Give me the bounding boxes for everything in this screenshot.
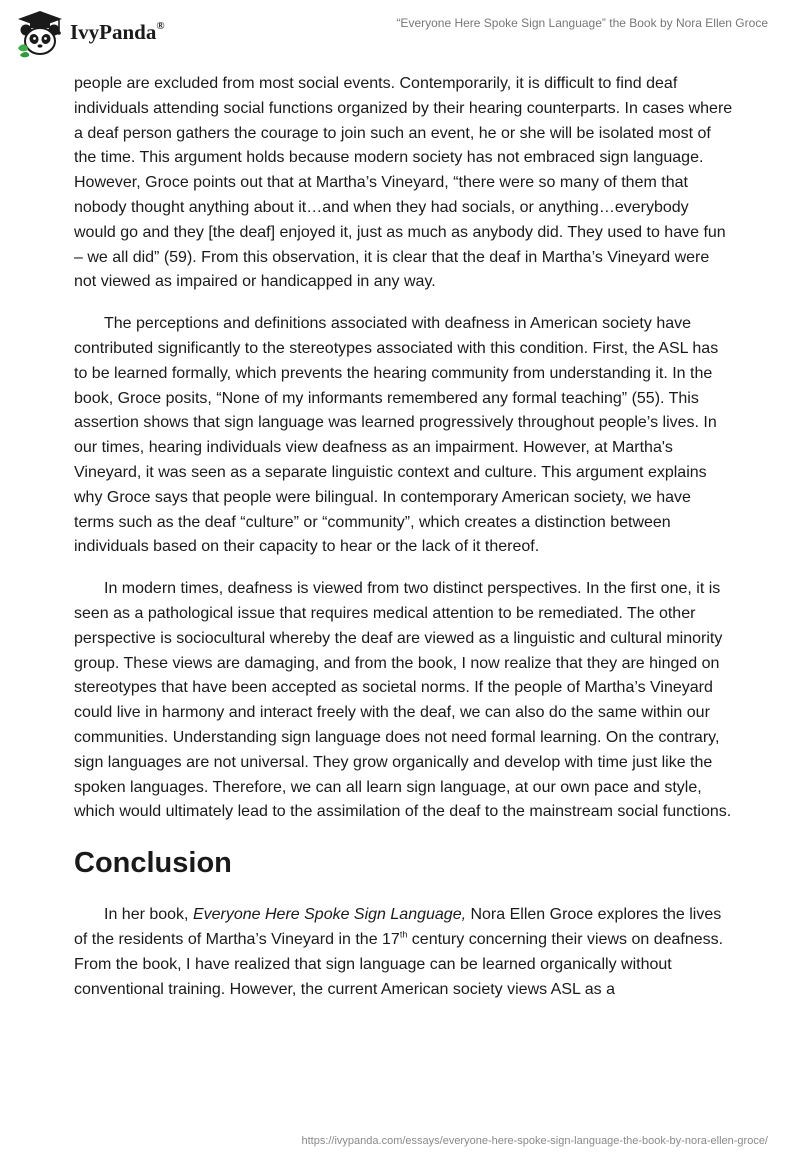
paragraph-4-middle: Nora Ellen Groce explores the lives of the residents of Martha’s Vineyard in the 17 [74, 906, 722, 948]
paragraph-3: In modern times, deafness is viewed from two distinct perspectives. In the first one, it is seen as a pathological issue that requires medical attention to be remediated. The other perspective is sociocultural whereby the deaf are viewed as a linguistic and cultural minority group. These views are damaging, and from the book, I now realize that they are hinged on stereotypes that have been accepted as societal norms. If the people of Martha’s Vineyard could live in harmony and interact freely with the deaf, we can also do the same within our communities. Understanding sign language does not need formal learning. On the contrary, sign languages are not universal. They grow organically and develop with time just like the spoken languages. Therefore, we can all learn sign language, at our own pace and style, which would ultimately lead to the assimilation of the deaf to the mainstream social functions. [74, 580, 732, 821]
paragraph-1: people are excluded from most social events. Contemporarily, it is difficult to find deaf individuals attending social functions organized by their hearing counterparts. In cases where a deaf person gathers the courage to join such an event, he or she will be isolated most of the time. This argument holds because modern society has not embraced sign language. However, Groce points out that at Martha’s Vineyard, “there were so many of them that nobody thought anything about it…and when they had socials, or anything…everybody would go and they [the deaf] enjoyed it, just as much as anybody did. They used to have fun – we all did” (59). From this observation, it is clear that the deaf in Martha’s Vineyard were not viewed as impaired or handicapped in any way. [74, 75, 733, 291]
brand-name: IvyPanda® [70, 19, 165, 44]
conclusion-heading: Conclusion [74, 847, 232, 880]
book-title: Everyone Here Spoke Sign Language, [192, 906, 467, 924]
source-url[interactable]: https://ivypanda.com/essays/everyone-here-spoke-sign-language-the-book-by-nora-ellen-groce/ [301, 1135, 768, 1147]
essay-content [74, 72, 734, 1019]
brand-logo[interactable] [14, 8, 165, 58]
paragraph-4-prefix: In her book, [104, 906, 193, 924]
document-title: “Everyone Here Spoke Sign Language” the Book by Nora Ellen Groce [396, 16, 768, 30]
panda-graduation-cap-icon [14, 8, 66, 58]
ordinal-superscript: th [399, 929, 408, 940]
paragraph-2: The perceptions and definitions associated with deafness in American society have contributed significantly to the stereotypes associated with this condition. First, the ASL has to be learned formally, which prevents the hearing community from understanding it. In the book, Groce posits, “None of my informants remembered any formal teaching” (55). This assertion shows that sign language was learned progressively throughout people’s lives. In our times, hearing individuals view deafness as an impairment. However, at Martha's Vineyard, it was seen as a separate linguistic context and culture. This argument explains why Groce says that people were bilingual. In contemporary American society, we have terms such as the deaf “culture” or “community”, which creates a distinction between individuals based on their capacity to hear or the lack of it thereof. [74, 315, 719, 556]
paragraph-4 [74, 903, 734, 1002]
registered-mark: ® [156, 19, 165, 32]
paragraph-4-suffix: century concerning their views on deafness. From the book, I have realized that sign language can be learned organically without conventional training. However, the current American society views ASL as a [74, 930, 724, 998]
page-header [0, 0, 800, 68]
